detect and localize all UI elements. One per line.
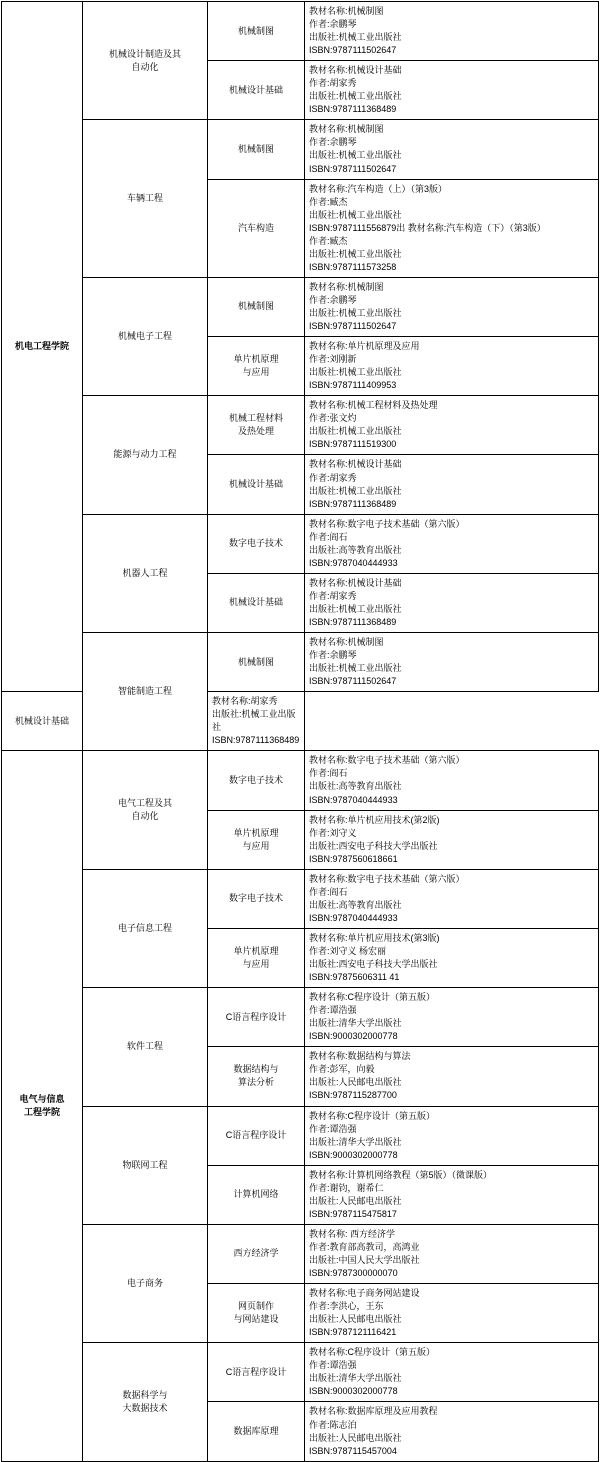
course-cell: 计算机网络 [208,1165,305,1224]
textbook-info-cell: 教材名称:胡家秀 出版社:机械工业出版社 ISBN:9787111368489 [208,692,305,751]
textbook-info-cell: 教材名称: 西方经济学 作者:教育部高教司，高鸿业 出版社:中国人民大学出版社 ISBN:9787300000070 [305,1224,599,1283]
textbook-info-cell: 教材名称:机械制图 作者:余鹏琴 出版社:机械工业出版社 ISBN:9787111502647 [305,2,599,61]
table-row [2,277,599,336]
course-cell: 机械设计基础 [208,573,305,632]
course-cell: 汽车构造 [208,179,305,277]
table-row [2,1343,599,1402]
course-cell: 机械设计基础 [2,692,83,751]
table-row [2,1106,599,1165]
course-cell: 数据结构与 算法分析 [208,1047,305,1106]
major-cell: 电气工程及其 自动化 [83,751,208,869]
course-cell: 机械制图 [208,277,305,336]
college-cell: 电气与信息 工程学院 [2,751,83,1461]
course-cell: C语言程序设计 [208,1106,305,1165]
table-row [2,869,599,928]
table-row [2,514,599,573]
textbook-info-cell: 教材名称:单片机应用技术(第3版) 作者:刘守义 杨宏丽 出版社:西安电子科技大学出版社 ISBN:97875606311 41 [305,928,599,987]
textbook-info-cell: 教材名称:数字电子技术基础（第六版） 作者:阎石 出版社:高等教育出版社 ISBN:9787040444933 [305,514,599,573]
textbook-info-cell: 教材名称:数据库原理及应用教程 作者:陈志泊 出版社:人民邮电出版社 ISBN:9787115457004 [305,1402,599,1461]
course-cell: 机械工程材料 及热处理 [208,396,305,455]
table-row [2,2,599,61]
course-cell: 数字电子技术 [208,869,305,928]
textbook-info-cell: 教材名称:C程序设计（第五版） 作者:谭浩强 出版社:清华大学出版社 ISBN:9000302000778 [305,988,599,1047]
major-cell: 物联网工程 [83,1106,208,1224]
textbook-info-cell: 教材名称:机械设计基础 作者:胡家秀 出版社:机械工业出版社 ISBN:9787111368489 [305,61,599,120]
major-cell: 机器人工程 [83,514,208,632]
major-cell: 能源与动力工程 [83,396,208,514]
major-cell: 车辆工程 [83,120,208,278]
textbook-info-cell: 教材名称:机械制图 作者:余鹏琴 出版社:机械工业出版社 ISBN:9787111502647 [305,633,599,692]
course-cell: C语言程序设计 [208,988,305,1047]
table-row [2,633,599,692]
table-row [2,396,599,455]
course-cell: 机械制图 [208,2,305,61]
textbook-info-cell: 教材名称:电子商务网站建设 作者:李洪心，王东 出版社:人民邮电出版社 ISBN:9787121116421 [305,1284,599,1343]
course-cell: 单片机原理 与应用 [208,928,305,987]
textbook-info-cell: 教材名称:单片机应用技术(第2版) 作者:刘守义 出版社:西安电子科技大学出版社 ISBN:9787560618661 [305,810,599,869]
textbook-info-cell: 教材名称:数字电子技术基础（第六版） 作者:阎石 出版社:高等教育出版社 ISBN:9787040444933 [305,751,599,810]
textbook-info-cell: 教材名称:汽车构造（上）（第3版） 作者:臧杰 出版社:机械工业出版社 ISBN:9787111556879出 教材名称:汽车构造（下）（第3版） 作者:臧杰 出版社:机械工业出版社 ISBN:9787111573258 [305,179,599,277]
table-row [2,1224,599,1283]
major-cell: 智能制造工程 [83,633,208,751]
table-body [2,2,599,1462]
textbook-info-cell: 教材名称:计算机网络教程（第5版）（微课版） 作者:谢钧，谢希仁 出版社:人民邮电出版社 ISBN:9787115475817 [305,1165,599,1224]
course-cell: 数据库原理 [208,1402,305,1461]
table-row [2,988,599,1047]
textbook-info-cell: 教材名称:单片机原理及应用 作者:刘刚新 出版社:机械工业出版社 ISBN:9787111409953 [305,337,599,396]
textbook-info-cell: 教材名称:C程序设计（第五版） 作者:谭浩强 出版社:清华大学出版社 ISBN:9000302000778 [305,1343,599,1402]
college-cell: 机电工程学院 [2,2,83,692]
textbook-info-cell: 教材名称:机械设计基础 作者:胡家秀 出版社:机械工业出版社 ISBN:9787111368489 [305,573,599,632]
major-cell: 电子信息工程 [83,869,208,987]
table-row [2,751,599,810]
textbook-info-cell: 教材名称:机械设计基础 作者:胡家秀 出版社:机械工业出版社 ISBN:9787111368489 [305,455,599,514]
major-cell: 机械电子工程 [83,277,208,395]
textbook-info-cell: 教材名称:数字电子技术基础（第六版） 作者:阎石 出版社:高等教育出版社 ISBN:9787040444933 [305,869,599,928]
course-cell: 数字电子技术 [208,751,305,810]
course-cell: 单片机原理 与应用 [208,337,305,396]
course-cell: 机械设计基础 [208,455,305,514]
textbook-table [1,1,599,1462]
course-cell: 单片机原理 与应用 [208,810,305,869]
major-cell: 电子商务 [83,1224,208,1342]
textbook-info-cell: 教材名称:机械工程材料及热处理 作者:张文灼 出版社:机械工业出版社 ISBN:9787111519300 [305,396,599,455]
major-cell: 软件工程 [83,988,208,1106]
major-cell: 机械设计制造及其 自动化 [83,2,208,120]
course-cell: 数字电子技术 [208,514,305,573]
course-cell: 网页制作 与网站建设 [208,1284,305,1343]
textbook-info-cell: 教材名称:机械制图 作者:余鹏琴 出版社:机械工业出版社 ISBN:9787111502647 [305,120,599,179]
textbook-info-cell: 教材名称:数据结构与算法 作者:彭军，向毅 出版社:人民邮电出版社 ISBN:9787115287700 [305,1047,599,1106]
course-cell: 机械设计基础 [208,61,305,120]
course-cell: 西方经济学 [208,1224,305,1283]
document-sheet [0,1,600,1462]
course-cell: 机械制图 [208,120,305,179]
textbook-info-cell: 教材名称:机械制图 作者:余鹏琴 出版社:机械工业出版社 ISBN:9787111502647 [305,277,599,336]
course-cell: 机械制图 [208,633,305,692]
table-row [2,120,599,179]
textbook-info-cell: 教材名称:C程序设计（第五版） 作者:谭浩强 出版社:清华大学出版社 ISBN:9000302000778 [305,1106,599,1165]
course-cell: C语言程序设计 [208,1343,305,1402]
major-cell: 数据科学与 大数据技术 [83,1343,208,1461]
